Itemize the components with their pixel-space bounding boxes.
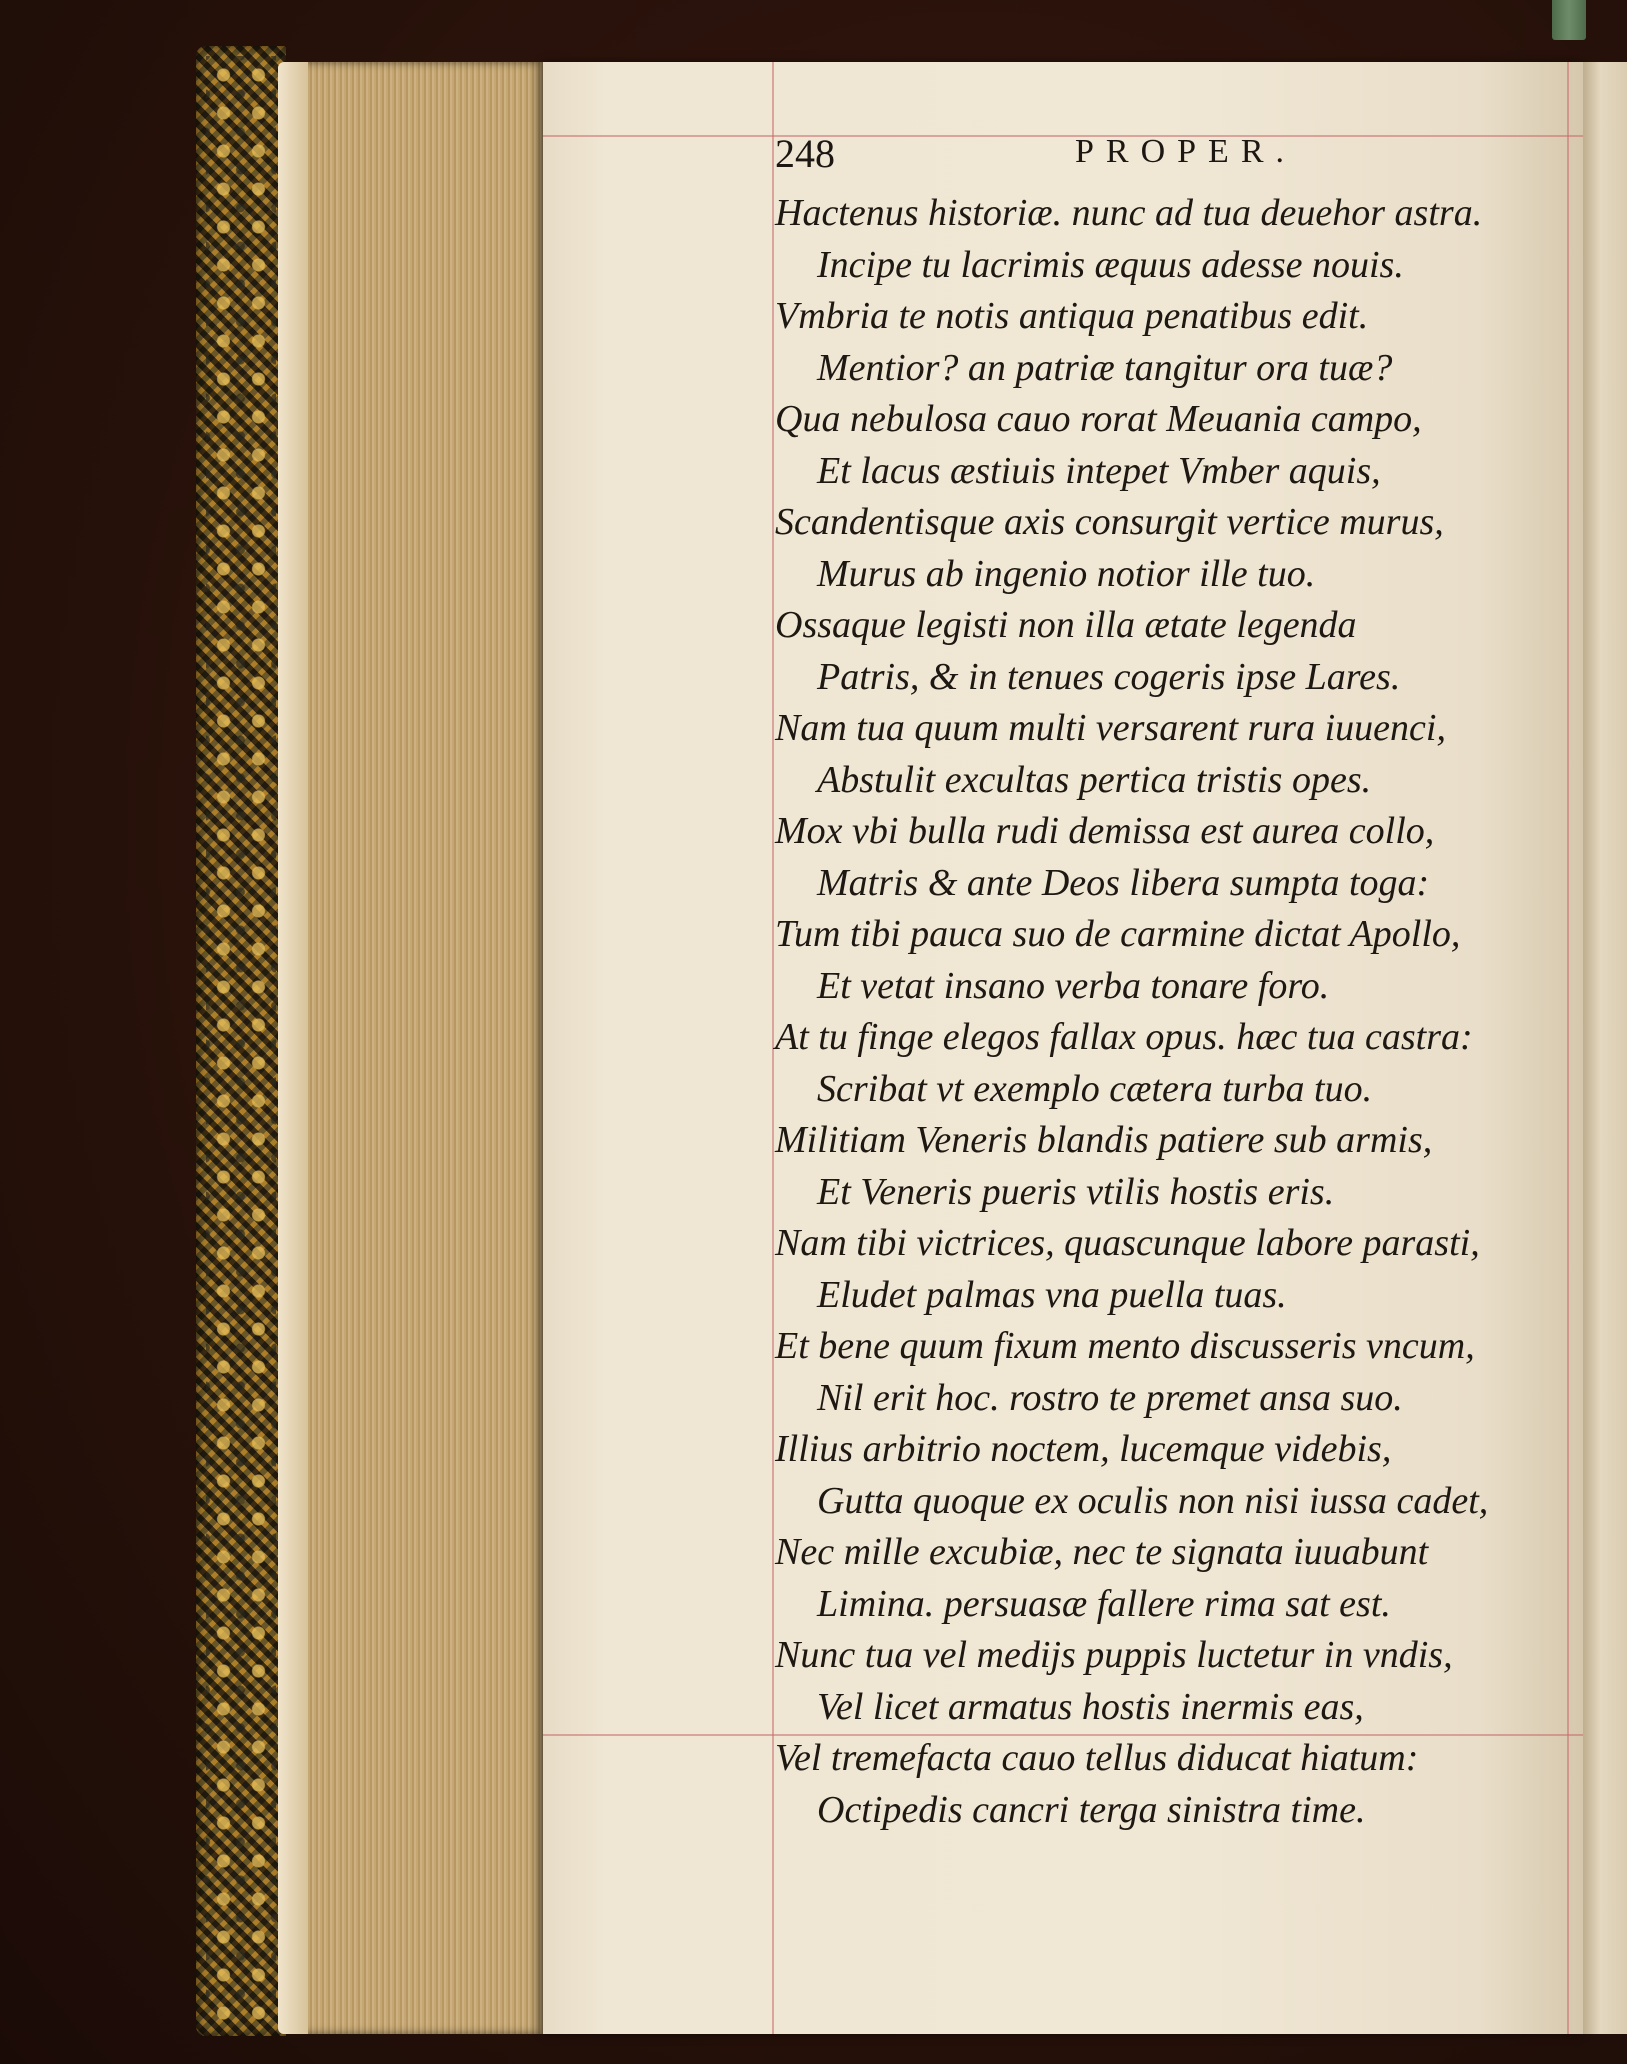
verse-line: Incipe tu lacrimis æquus adesse nouis. [817,243,1404,286]
verse-line: Eludet palmas vna puella tuas. [817,1273,1287,1316]
page-number: 248 [775,131,835,176]
verse-line: Mox vbi bulla rudi demissa est aurea collo, [775,810,1435,852]
verse-line: Limina. persuasæ fallere rima sat est. [817,1582,1391,1625]
verse-line: Vmbria te notis antiqua penatibus edit. [775,295,1369,337]
verse-line: Gutta quoque ex oculis non nisi iussa cadet, [817,1479,1489,1522]
verse-line: Qua nebulosa cauo rorat Meuania campo, [775,398,1422,440]
verse-line: Nam tibi victrices, quascunque labore parasti, [775,1222,1480,1264]
verse-line: Nec mille excubiæ, nec te signata iuuabunt [775,1531,1429,1573]
verse-line: Et vetat insano verba tonare foro. [817,964,1330,1007]
facing-page-edge [1583,62,1627,2034]
verse-line: Tum tibi pauca suo de carmine dictat Apollo, [775,913,1461,955]
page-fore-edge-highlight [278,62,308,2034]
verse-line: Ossaque legisti non illa ætate legenda [775,604,1357,646]
running-head: PROPER. [1075,133,1296,170]
ruled-line-right [1567,62,1569,2034]
verse-line: Vel licet armatus hostis inermis eas, [817,1685,1364,1728]
verse-line: Illius arbitrio noctem, lucemque videbis, [775,1428,1392,1470]
verse-line: Mentior? an patriæ tangitur ora tuæ? [817,346,1393,389]
ruled-line-top [543,135,1583,137]
verse-line: Scribat vt exemplo cætera turba tuo. [817,1067,1373,1110]
verse-line: Abstulit excultas pertica tristis opes. [817,758,1372,801]
verse-line: At tu finge elegos fallax opus. hæc tua castra: [775,1016,1473,1058]
ruled-line-left [772,62,774,2034]
verse-line: Nam tua quum multi versarent rura iuuenci, [775,707,1446,749]
verse-line: Murus ab ingenio notior ille tuo. [817,552,1316,595]
verse-line: Matris & ante Deos libera sumpta toga: [817,861,1430,904]
verse-line: Hactenus historiæ. nunc ad tua deuehor astra. [775,192,1483,234]
verse-line: Scandentisque axis consurgit vertice murus, [775,501,1444,543]
verse-line: Nunc tua vel medijs puppis luctetur in vndis, [775,1634,1453,1676]
verse-line: Nil erit hoc. rostro te premet ansa suo. [817,1376,1403,1419]
verse-line: Et Veneris pueris vtilis hostis eris. [817,1170,1335,1213]
verse-line: Patris, & in tenues cogeris ipse Lares. [817,655,1401,698]
verse-line: Vel tremefacta cauo tellus diducat hiatum: [775,1737,1419,1779]
verse-line: Militiam Veneris blandis patiere sub armis, [775,1119,1433,1161]
gilt-ornament-pattern [206,56,276,2026]
bookmark-ribbon [1552,0,1586,40]
verse-line: Et bene quum fixum mento discusseris vncum, [775,1325,1475,1367]
verse-line: Et lacus æstiuis intepet Vmber aquis, [817,449,1381,492]
verse-line: Octipedis cancri terga sinistra time. [817,1788,1366,1831]
page-fore-edge [278,62,543,2034]
